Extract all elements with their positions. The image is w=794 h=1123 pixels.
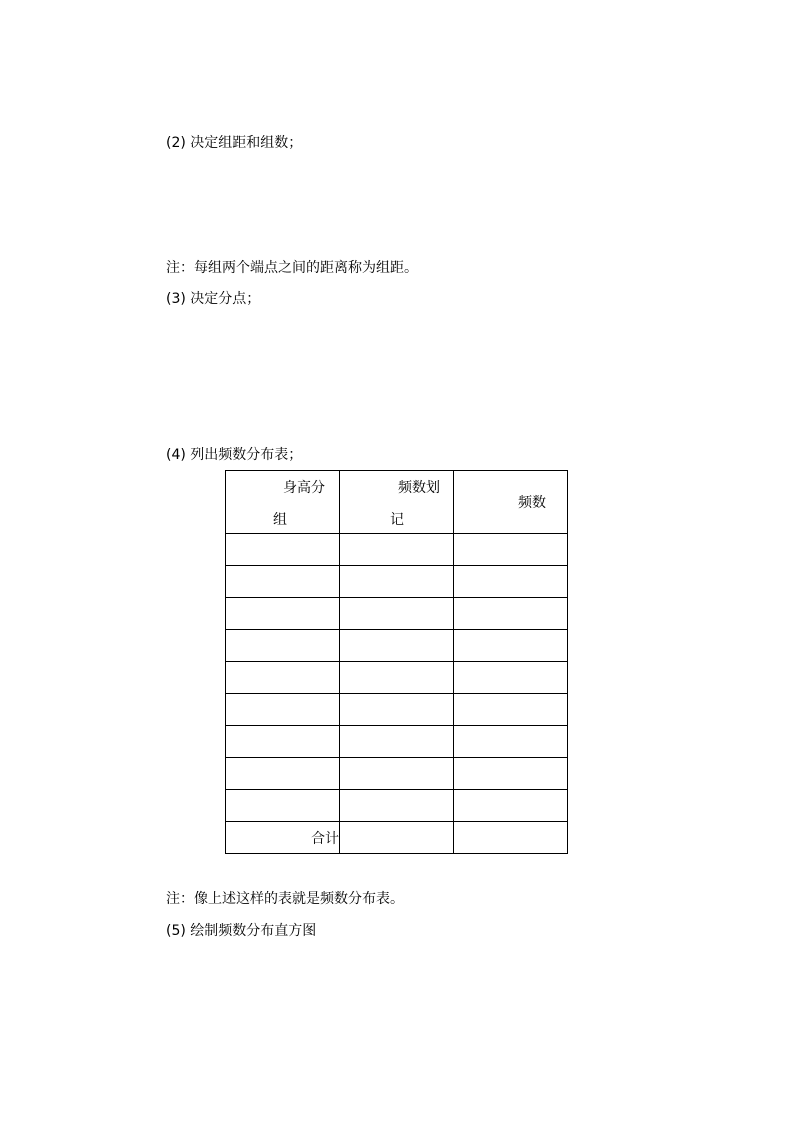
cell-total-tally [340,822,454,854]
header-frequency [454,471,568,534]
cell-tally [340,566,454,598]
table-row [226,534,568,566]
cell-group [226,790,340,822]
header-height-group-line2: 组 [273,512,287,528]
table-row [226,790,568,822]
cell-group [226,566,340,598]
cell-tally [340,694,454,726]
cell-frequency [454,726,568,758]
cell-group [226,630,340,662]
header-tally-line2: 记 [390,512,404,528]
note-frequency-table: 注：像上述这样的表就是频数分布表。 [166,891,404,907]
cell-group [226,662,340,694]
cell-frequency [454,694,568,726]
cell-frequency [454,598,568,630]
table-row [226,694,568,726]
note-class-width: 注：每组两个端点之间的距离称为组距。 [166,260,418,276]
cell-tally [340,790,454,822]
header-tally [340,471,454,534]
table-row [226,662,568,694]
table-row [226,726,568,758]
cell-total-frequency [454,822,568,854]
cell-tally [340,534,454,566]
cell-group [226,726,340,758]
cell-frequency [454,758,568,790]
table-row [226,758,568,790]
cell-group [226,694,340,726]
cell-frequency [454,534,568,566]
cell-group [226,598,340,630]
cell-frequency [454,790,568,822]
table-row [226,630,568,662]
step-2-text: (2) 决定组距和组数； [166,135,303,151]
cell-frequency [454,630,568,662]
header-height-group [226,471,340,534]
frequency-distribution-table [225,470,568,854]
step-5-text: (5) 绘制频数分布直方图 [166,923,317,939]
cell-tally [340,758,454,790]
table-row [226,598,568,630]
total-label: 合计 [226,822,340,854]
header-tally-line1: 频数划 [398,480,440,496]
cell-frequency [454,662,568,694]
header-frequency-label: 频数 [518,495,546,511]
table-header-row [226,471,568,534]
cell-group [226,534,340,566]
header-height-group-line1: 身高分 [283,480,325,496]
cell-tally [340,726,454,758]
cell-tally [340,630,454,662]
table-total-row [226,822,568,854]
cell-tally [340,662,454,694]
table-row [226,566,568,598]
cell-frequency [454,566,568,598]
cell-group [226,758,340,790]
cell-tally [340,598,454,630]
step-3-text: (3) 决定分点； [166,291,261,307]
step-4-text: (4) 列出频数分布表； [166,447,303,463]
